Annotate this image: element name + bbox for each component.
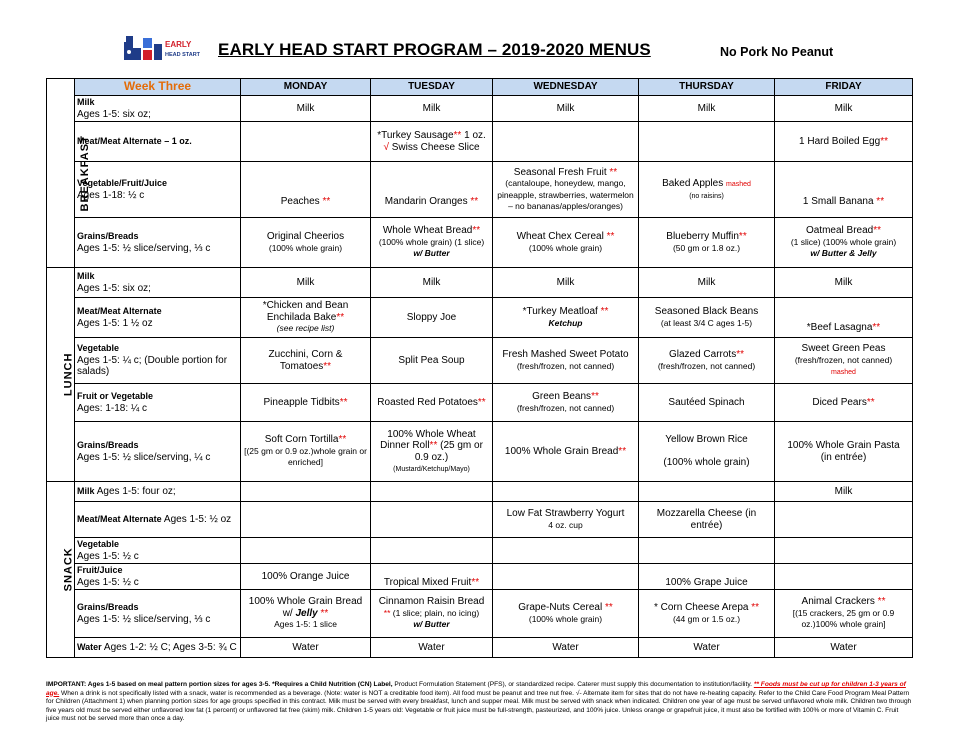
menu-cell: *Beef Lasagna**: [775, 298, 913, 338]
day-tuesday: TUESDAY: [371, 79, 493, 96]
menu-cell: 100% Whole Wheat Dinner Roll** (25 gm or 0.9 oz.) (Mustard/Ketchup/Mayo): [371, 422, 493, 482]
day-monday: MONDAY: [241, 79, 371, 96]
menu-cell: [775, 502, 913, 538]
section-lunch: LUNCH: [47, 268, 75, 482]
menu-cell: Split Pea Soup: [371, 338, 493, 384]
menu-cell: Oatmeal Bread** (1 slice) (100% whole grain) w/ Butter & Jelly: [775, 218, 913, 268]
table-row: [47, 564, 913, 590]
menu-cell: Milk: [371, 268, 493, 298]
menu-cell: 1 Hard Boiled Egg**: [775, 122, 913, 162]
menu-cell: Green Beans** (fresh/frozen, not canned): [493, 384, 639, 422]
row-label: Fruit or Vegetable Ages: 1-18: ¼ c: [75, 384, 241, 422]
menu-cell: Cinnamon Raisin Bread ** (1 slice; plain, no icing) w/ Butter: [371, 590, 493, 638]
menu-cell: Water: [493, 638, 639, 658]
menu-cell: Pineapple Tidbits**: [241, 384, 371, 422]
menu-cell: [371, 482, 493, 502]
menu-cell: Low Fat Strawberry Yogurt 4 oz. cup: [493, 502, 639, 538]
menu-cell: Animal Crackers ** [(15 crackers, 25 gm or 0.9 oz.)100% whole grain]: [775, 590, 913, 638]
menu-cell: Baked Apples mashed (no raisins): [639, 162, 775, 218]
table-row: [47, 482, 913, 502]
day-friday: FRIDAY: [775, 79, 913, 96]
menu-cell: 100% Grape Juice: [639, 564, 775, 590]
menu-cell: [241, 122, 371, 162]
row-label: Grains/Breads Ages 1-5: ½ slice/serving, ⅓ c: [75, 590, 241, 638]
page-header: [122, 30, 912, 70]
menu-cell: 100% Whole Grain Pasta (in entrée): [775, 422, 913, 482]
menu-cell: Yellow Brown Rice (100% whole grain): [639, 422, 775, 482]
menu-cell: Wheat Chex Cereal ** (100% whole grain): [493, 218, 639, 268]
menu-cell: Milk: [493, 268, 639, 298]
row-label: Vegetable Ages 1-5: ¼ c; (Double portion for salads): [75, 338, 241, 384]
menu-cell: [639, 122, 775, 162]
menu-cell: Water: [371, 638, 493, 658]
menu-cell: [639, 482, 775, 502]
menu-cell: [775, 564, 913, 590]
menu-cell: Sautéed Spinach: [639, 384, 775, 422]
menu-cell: Fresh Mashed Sweet Potato (fresh/frozen, not canned): [493, 338, 639, 384]
menu-cell: [371, 538, 493, 564]
menu-cell: 1 Small Banana **: [775, 162, 913, 218]
menu-cell: 100% Whole Grain Bread w/ Jelly ** Ages 1-5: 1 slice: [241, 590, 371, 638]
menu-cell: Grape-Nuts Cereal ** (100% whole grain): [493, 590, 639, 638]
menu-table: [46, 78, 913, 658]
table-row: [47, 96, 913, 122]
row-label: Meat/Meat Alternate – 1 oz.: [75, 122, 241, 162]
menu-cell: Seasonal Fresh Fruit ** (cantaloupe, honeydew, mango, pineapple, strawberries, watermelon – no bananas/apples/oranges): [493, 162, 639, 218]
early-head-start-logo: [122, 32, 212, 66]
menu-cell: Zucchini, Corn & Tomatoes**: [241, 338, 371, 384]
row-label: Grains/Breads Ages 1-5: ½ slice/serving, ¼ c: [75, 422, 241, 482]
table-row: [47, 268, 913, 298]
menu-cell: [493, 538, 639, 564]
menu-cell: * Corn Cheese Arepa ** (44 gm or 1.5 oz.): [639, 590, 775, 638]
section-breakfast: BREAKFAST: [47, 79, 75, 268]
row-label: Milk Ages 1-5: six oz;: [75, 268, 241, 298]
row-label: Milk Ages 1-5: six oz;: [75, 96, 241, 122]
row-label: Grains/Breads Ages 1-5: ½ slice/serving, ⅓ c: [75, 218, 241, 268]
menu-cell: *Chicken and Bean Enchilada Bake** (see recipe list): [241, 298, 371, 338]
menu-cell: [493, 564, 639, 590]
table-row: [47, 338, 913, 384]
menu-cell: [241, 502, 371, 538]
menu-cell: 100% Whole Grain Bread**: [493, 422, 639, 482]
table-row: [47, 638, 913, 658]
table-row: [47, 218, 913, 268]
menu-cell: Mozzarella Cheese (in entrée): [639, 502, 775, 538]
menu-cell: 100% Orange Juice: [241, 564, 371, 590]
menu-cell: *Turkey Meatloaf ** Ketchup: [493, 298, 639, 338]
svg-text:EARLY: EARLY: [165, 40, 192, 49]
table-row: [47, 422, 913, 482]
row-label: Fruit/Juice Ages 1-5: ½ c: [75, 564, 241, 590]
menu-cell: Original Cheerios (100% whole grain): [241, 218, 371, 268]
menu-cell: Sweet Green Peas (fresh/frozen, not canned) mashed: [775, 338, 913, 384]
svg-text:HEAD START: HEAD START: [165, 52, 201, 58]
menu-cell: Water: [639, 638, 775, 658]
menu-cell: Blueberry Muffin** (50 gm or 1.8 oz.): [639, 218, 775, 268]
row-label: Vegetable Ages 1-5: ½ c: [75, 538, 241, 564]
row-label: Meat/Meat Alternate Ages 1-5: 1 ½ oz: [75, 298, 241, 338]
menu-cell: Soft Corn Tortilla** [(25 gm or 0.9 oz.)whole grain or enriched]: [241, 422, 371, 482]
table-row: [47, 162, 913, 218]
menu-cell: Milk: [775, 96, 913, 122]
row-label: Meat/Meat Alternate Ages 1-5: ½ oz: [75, 502, 241, 538]
header-row: [47, 79, 913, 96]
menu-cell: Milk: [241, 268, 371, 298]
menu-cell: Milk: [371, 96, 493, 122]
menu-cell: Glazed Carrots** (fresh/frozen, not canned): [639, 338, 775, 384]
menu-cell: Seasoned Black Beans (at least 3/4 C ages 1-5): [639, 298, 775, 338]
menu-cell: [493, 122, 639, 162]
menu-cell: [241, 538, 371, 564]
menu-cell: [241, 482, 371, 502]
menu-cell: Mandarin Oranges **: [371, 162, 493, 218]
table-row: [47, 502, 913, 538]
menu-cell: Milk: [241, 96, 371, 122]
menu-cell: Roasted Red Potatoes**: [371, 384, 493, 422]
menu-cell: [493, 482, 639, 502]
day-thursday: THURSDAY: [639, 79, 775, 96]
section-snack: SNACK: [47, 482, 75, 658]
row-label: Milk Ages 1-5: four oz;: [75, 482, 241, 502]
menu-cell: Whole Wheat Bread** (100% whole grain) (1 slice) w/ Butter: [371, 218, 493, 268]
menu-cell: Milk: [639, 96, 775, 122]
menu-cell: [371, 502, 493, 538]
menu-cell: [775, 538, 913, 564]
row-label: Water Ages 1-2: ½ C; Ages 3-5: ¾ C: [75, 638, 241, 658]
table-row: [47, 384, 913, 422]
menu-cell: [639, 538, 775, 564]
menu-cell: Sloppy Joe: [371, 298, 493, 338]
menu-cell: Milk: [775, 268, 913, 298]
table-row: [47, 298, 913, 338]
menu-cell: Water: [775, 638, 913, 658]
menu-cell: Peaches **: [241, 162, 371, 218]
page-title: EARLY HEAD START PROGRAM – 2019-2020 MENUS: [218, 40, 651, 59]
menu-cell: Diced Pears**: [775, 384, 913, 422]
menu-cell: Water: [241, 638, 371, 658]
page-subtitle: No Pork No Peanut: [720, 45, 834, 59]
table-row: [47, 538, 913, 564]
menu-cell: Milk: [493, 96, 639, 122]
menu-cell: *Turkey Sausage** 1 oz. √ Swiss Cheese Slice: [371, 122, 493, 162]
row-label: Vegetable/Fruit/Juice Ages 1-18: ½ c: [75, 162, 241, 218]
day-wednesday: WEDNESDAY: [493, 79, 639, 96]
menu-cell: Milk: [775, 482, 913, 502]
menu-cell: Tropical Mixed Fruit**: [371, 564, 493, 590]
footnote: IMPORTANT: Ages 1-5 based on meal pattern portion sizes for ages 3-5. *Requires a Child Nutrition (CN) Label, Product Formulation Statement (PFS), or standardized recipe. Caterer must supply this documentation to institution/facility. ** Foods must be cut up for children 1-3 years of age. When a drink is not specifically listed with a snack, water is recommended as a beverage. (Note: water is NOT a creditable food item). All food must be peanut and tree nut free. √- Alternate item for sites that do not have re-heating capacity. Refer to the Child Care Food Program Meal Pattern for Children (Attachment 1) when planning portion sizes for age groups specified in this contract. Milk must be served with every breakfast, lunch and supper meal. Milk must be served with snack when indicated. Children one year of age must be served unflavored whole milk. Children two through five years old must be served either unflavored low fat (1 percent) or unflavored fat free (skim) milk. Children 1-5 years old: Vegetable or fruit juice must be full-strength, pasteurized, and 100% juice. Unless orange or grapefruit juice, it must also be fortified with 100% or more of Vitamin C. Fruit juice must not be served more than once a day.: [46, 681, 912, 723]
table-row: [47, 590, 913, 638]
menu-cell: Milk: [639, 268, 775, 298]
week-label: Week Three: [75, 79, 241, 96]
table-row: [47, 122, 913, 162]
